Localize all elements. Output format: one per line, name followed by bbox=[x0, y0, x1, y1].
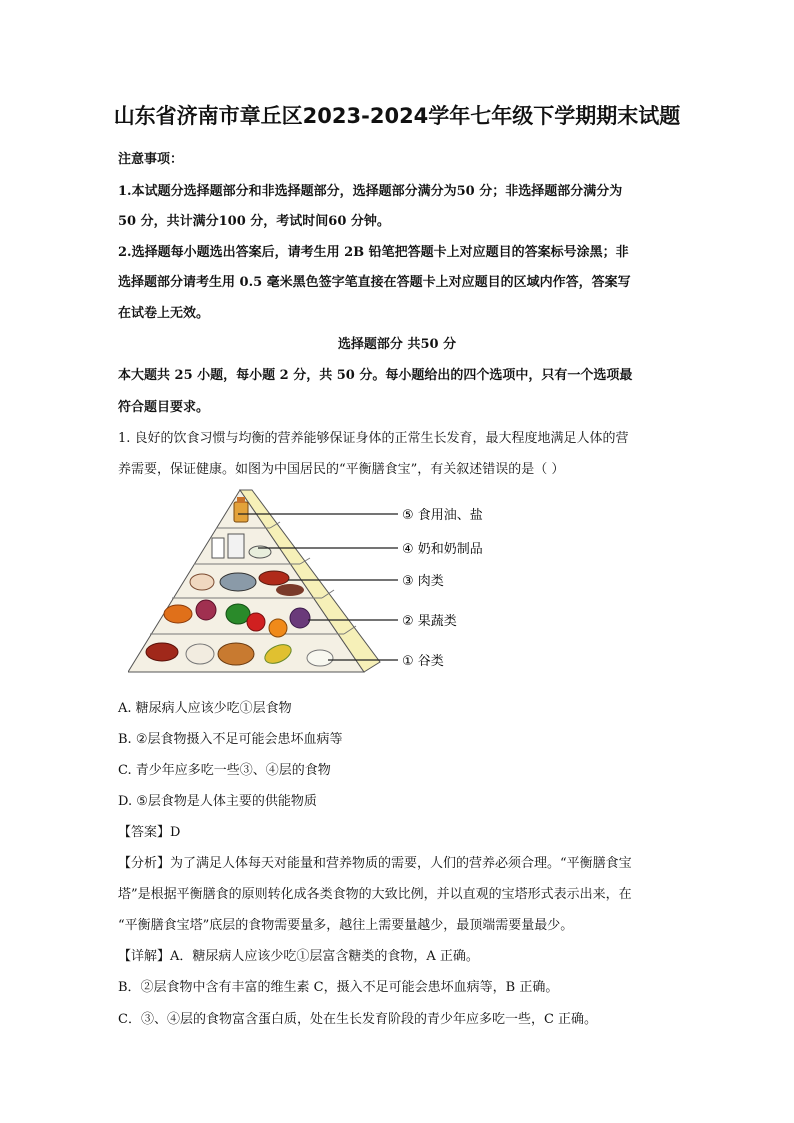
question-line: 养需要，保证健康。如图为中国居民的“平衡膳食宝”，有关叙述错误的是（ ） bbox=[118, 462, 565, 477]
section-intro-line: 符合题目要求。 bbox=[118, 400, 210, 415]
pyramid-label-meat: ③ 肉类 bbox=[402, 574, 444, 589]
option-a: A. 糖尿病人应该少吃①层食物 bbox=[118, 701, 292, 716]
analysis-line: 塔”是根据平衡膳食的原则转化成各类食物的大致比例，并以直观的宝塔形式表示出来，在 bbox=[118, 887, 632, 902]
option-c: C. 青少年应多吃一些③、④层的食物 bbox=[118, 763, 331, 778]
detail-line: B．②层食物中含有丰富的维生素 C，摄入不足可能会患坏血病等，B 正确。 bbox=[118, 980, 559, 995]
page-title: 山东省济南市章丘区2023-2024学年七年级下学期期末试题 bbox=[113, 104, 681, 128]
detail-line: 【详解】A．糖尿病人应该少吃①层富含糖类的食物，A 正确。 bbox=[118, 949, 479, 964]
answer-line: 【答案】D bbox=[118, 825, 181, 840]
section-intro-line: 本大题共 25 小题，每小题 2 分，共 50 分。每小题给出的四个选项中，只有一个选项最 bbox=[118, 368, 633, 383]
option-b: B. ②层食物摄入不足可能会患坏血病等 bbox=[118, 732, 343, 747]
analysis-line: 【分析】为了满足人体每天对能量和营养物质的需要，人们的营养必须合理。“平衡膳食宝 bbox=[118, 856, 632, 871]
pyramid-label-fruit-veg: ② 果蔬类 bbox=[402, 614, 457, 629]
analysis-line: “平衡膳食宝塔”底层的食物需要量多，越往上需要量越少，最顶端需要量最少。 bbox=[118, 918, 574, 933]
notice-line: 在试卷上无效。 bbox=[118, 306, 210, 321]
notice-line: 1.本试题分选择题部分和非选择题部分，选择题部分满分为50 分；非选择题部分满分为 bbox=[118, 184, 623, 199]
option-d: D. ⑤层食物是人体主要的供能物质 bbox=[118, 794, 317, 809]
balanced-diet-pyramid-figure bbox=[128, 486, 508, 686]
notice-line: 50 分，共计满分100 分，考试时间60 分钟。 bbox=[118, 214, 390, 229]
pyramid-label-grains: ① 谷类 bbox=[402, 654, 444, 669]
pyramid-label-dairy: ④ 奶和奶制品 bbox=[402, 542, 483, 557]
section-heading: 选择题部分 共50 分 bbox=[337, 337, 457, 352]
pyramid-label-oil-salt: ⑤ 食用油、盐 bbox=[402, 508, 483, 523]
notice-line: 选择题部分请考生用 0.5 毫米黑色签字笔直接在答题卡上对应题目的区域内作答，答案写 bbox=[118, 275, 631, 290]
question-line: 1. 良好的饮食习惯与均衡的营养能够保证身体的正常生长发育，最大程度地满足人体的营 bbox=[118, 431, 629, 446]
notice-line: 2.选择题每小题选出答案后，请考生用 2B 铅笔把答题卡上对应题目的答案标号涂黑；非 bbox=[118, 245, 629, 260]
detail-line: C．③、④层的食物富含蛋白质，处在生长发育阶段的青少年应多吃一些，C 正确。 bbox=[118, 1012, 598, 1027]
notice-heading: 注意事项： bbox=[118, 152, 184, 167]
